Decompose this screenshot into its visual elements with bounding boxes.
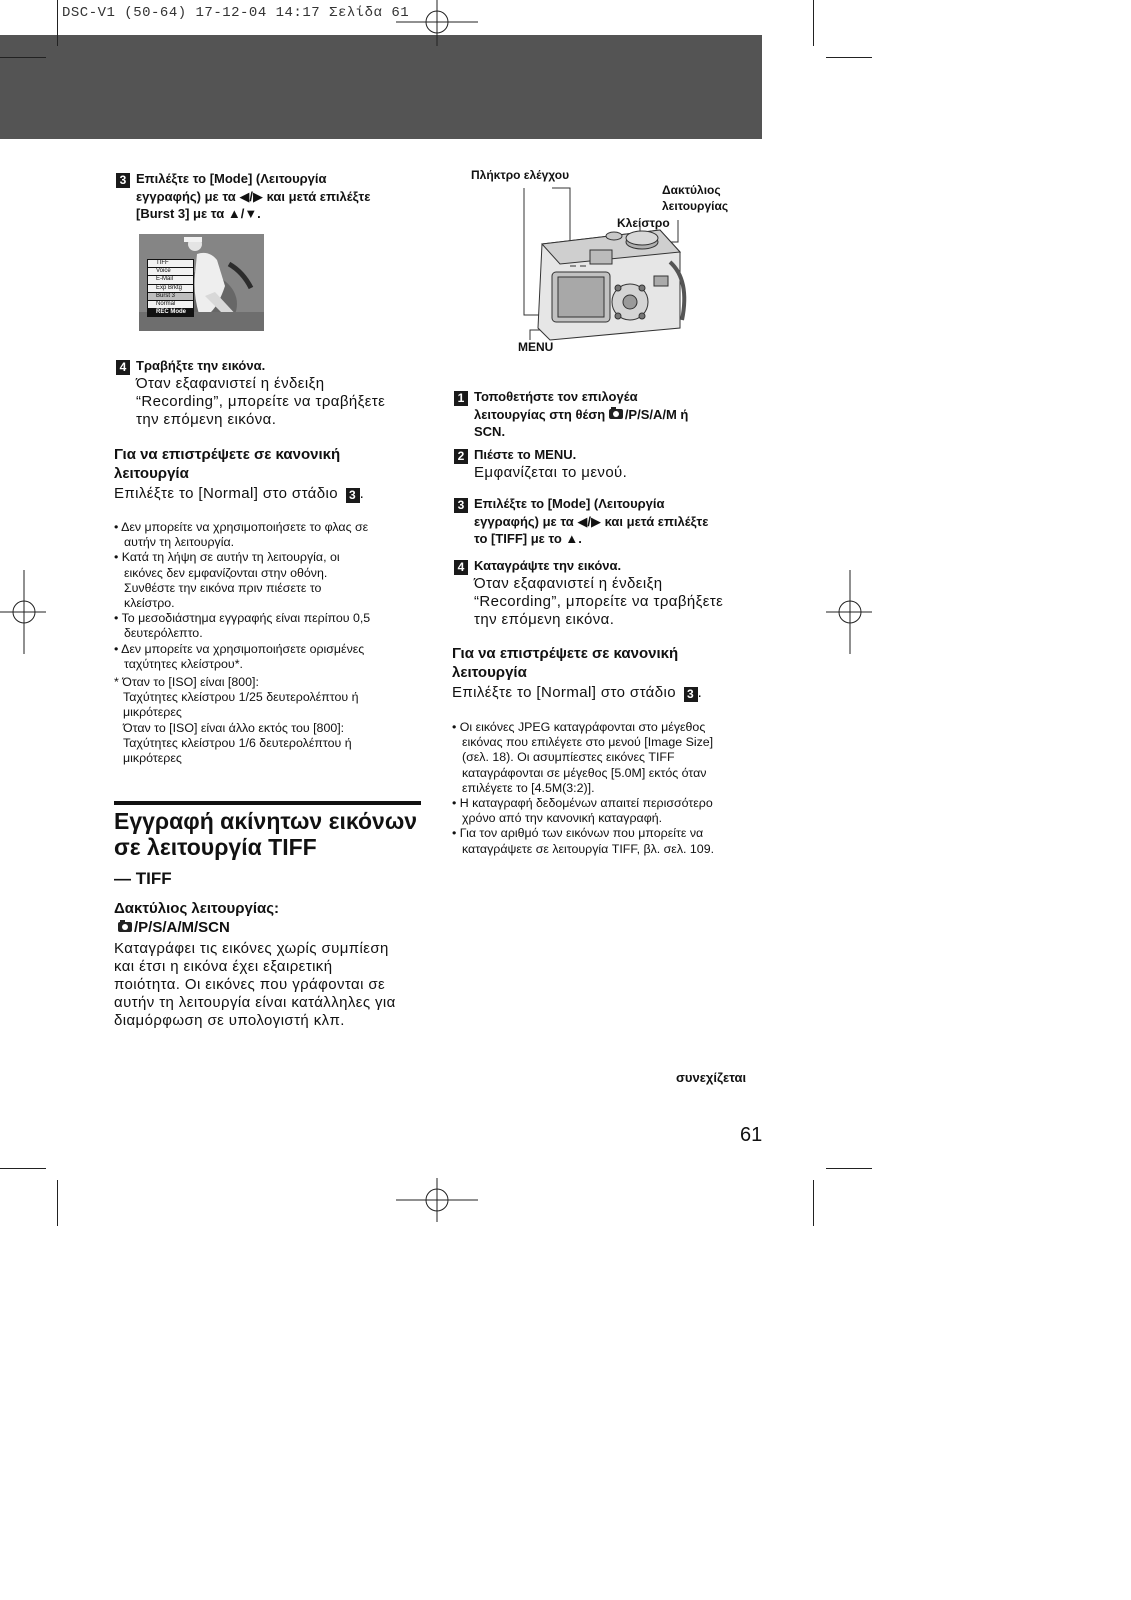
left-bullets	[114, 520, 434, 672]
section-rule	[114, 801, 421, 805]
menu-item-voice: Voice	[148, 268, 193, 275]
step-text: [Burst 3] με τα ▲/▼.	[136, 206, 261, 221]
step-number: 3	[454, 498, 468, 513]
bullet-item: • Δεν μπορείτε να χρησιμοποιήσετε ορισμένες ταχύτητες κλείστρου*.	[114, 642, 434, 672]
camera-illustration	[510, 180, 700, 350]
section-title: Εγγραφή ακίνητων εικόνων σε λειτουργία TIFF	[114, 808, 418, 860]
label-menu: MENU	[518, 340, 554, 354]
right-return-text: Επιλέξτε το [Normal] στο στάδιο 3 .	[452, 684, 703, 701]
label-shutter: Κλείστρο	[617, 216, 670, 230]
page-number: 61	[740, 1124, 763, 1146]
left-return-heading	[114, 445, 340, 483]
rec-mode-menu	[147, 259, 194, 317]
camera-icon	[118, 922, 132, 932]
return-text: Επιλέξτε το [Normal] στο στάδιο	[114, 485, 338, 502]
print-slug: DSC-V1 (50-64) 17-12-04 14:17 Σελίδα 61	[62, 5, 410, 21]
left-return-text: Επιλέξτε το [Normal] στο στάδιο 3 .	[114, 485, 365, 502]
menu-item-email: E-Mail	[148, 276, 193, 283]
label-control-button: Πλήκτρο ελέγχου	[471, 168, 570, 182]
right-return-heading: Για να επιστρέψετε σε κανονική λειτουργία	[452, 645, 679, 681]
section-subtitle: — TIFF	[114, 869, 172, 888]
tiff-description: Καταγράφει τις εικόνες χωρίς συμπίεση και έτσι η εικόνα έχει εξαιρετική ποιότητα. Οι εικόνες που γράφονται σε αυτήν τη λειτουργία είναι κατάλληλες για διαμόρφωση σε υπολογιστή κλπ.	[114, 940, 396, 1029]
menu-item-burst3: Burst 3	[148, 293, 193, 300]
menu-item-exp-brktg: Exp Brktg	[148, 285, 193, 292]
step-number: 1	[454, 391, 468, 406]
step-number: 4	[116, 360, 130, 375]
heading-line: Για να επιστρέψετε σε κανονική	[114, 446, 341, 463]
continued-label: συνεχίζεται	[676, 1070, 747, 1085]
right-step-1: 1 Τοποθετήστε τον επιλογέα λειτουργίας στη θέση /P/S/A/M ή SCN.	[454, 388, 774, 440]
right-step-3: 3 Επιλέξτε το [Mode] (Λειτουργία εγγραφής) με τα ◀/▶ και μετά επιλέξτε το [TIFF] με το ▲.	[454, 495, 784, 547]
menu-item-normal: Normal	[148, 301, 193, 308]
right-step-4: 4 Καταγράψτε την εικόνα. Όταν εξαφανιστεί η ένδειξη “Recording”, μπορείτε να τραβήξετε την επόμενη εικόνα.	[454, 557, 784, 629]
step-text: Επιλέξτε το [Mode] (Λειτουργία	[136, 171, 327, 186]
bullet-item: • Οι εικόνες JPEG καταγράφονται στο μέγεθος εικόνας που επιλέγετε στο μενού [Image Size] (σελ. 18). Οι ασυμπίεστες εικόνες TIFF καταγράφονται σε μέγεθος [5.0M] εκτός όταν επιλέγετε το [4.5M(3:2)].	[452, 720, 772, 796]
step-text: Όταν εξαφανιστεί η ένδειξη	[136, 375, 325, 392]
step-title: Τραβήξτε την εικόνα.	[136, 358, 266, 373]
step-ref: 3	[684, 687, 698, 702]
step-ref: 3	[346, 488, 360, 503]
camera-icon	[609, 409, 623, 419]
step-text: την επόμενη εικόνα.	[136, 411, 277, 428]
step-text: εγγραφής) με τα ◀/▶ και μετά επιλέξτε	[136, 189, 371, 204]
menu-item-tiff: TIFF	[148, 260, 193, 267]
label-mode-dial-1: Δακτύλιος	[662, 183, 721, 197]
menu-footer: REC Mode	[148, 309, 193, 316]
left-step-3	[116, 170, 436, 222]
bullet-item: • Για τον αριθμό των εικόνων που μπορείτε να καταγράψετε σε λειτουργία TIFF, βλ. σελ. 109.	[452, 826, 772, 856]
bullet-item: • Το μεσοδιάστημα εγγραφής είναι περίπου 0,5 δευτερόλεπτο.	[114, 611, 434, 641]
left-step-4	[116, 357, 436, 429]
step-number: 2	[454, 449, 468, 464]
bullet-item: • Δεν μπορείτε να χρησιμοποιήσετε το φλας σε αυτήν τη λειτουργία.	[114, 520, 434, 550]
right-bullets	[452, 720, 772, 857]
lcd-screen-image	[139, 234, 264, 331]
heading-line: λειτουργία	[114, 465, 189, 482]
step-number: 3	[116, 173, 130, 188]
bullet-item: • Κατά τη λήψη σε αυτήν τη λειτουργία, οι εικόνες δεν εμφανίζονται στην οθόνη. Συνθέστε την εικόνα πριν πιέσετε το κλείστρο.	[114, 550, 434, 611]
bullet-item: • Η καταγραφή δεδομένων απαιτεί περισσότερο χρόνο από την κανονική καταγραφή.	[452, 796, 772, 826]
right-step-2: 2 Πιέστε το MENU. Εμφανίζεται το μενού.	[454, 446, 774, 482]
step-text: “Recording”, μπορείτε να τραβήξετε	[136, 393, 386, 410]
mode-dial-heading: Δακτύλιος λειτουργίας: /P/S/A/M/SCN	[114, 900, 280, 936]
label-mode-dial-2: λειτουργίας	[662, 199, 729, 213]
step-number: 4	[454, 560, 468, 575]
footnote: * Όταν το [ISO] είναι [800]: Ταχύτητες κλείστρου 1/25 δευτερολέπτου ή μικρότερες Όταν το [ISO] είναι άλλο εκτός του [800]: Ταχύτητες κλείστρου 1/6 δευτερολέπτου ή μικρότερες	[114, 675, 359, 766]
